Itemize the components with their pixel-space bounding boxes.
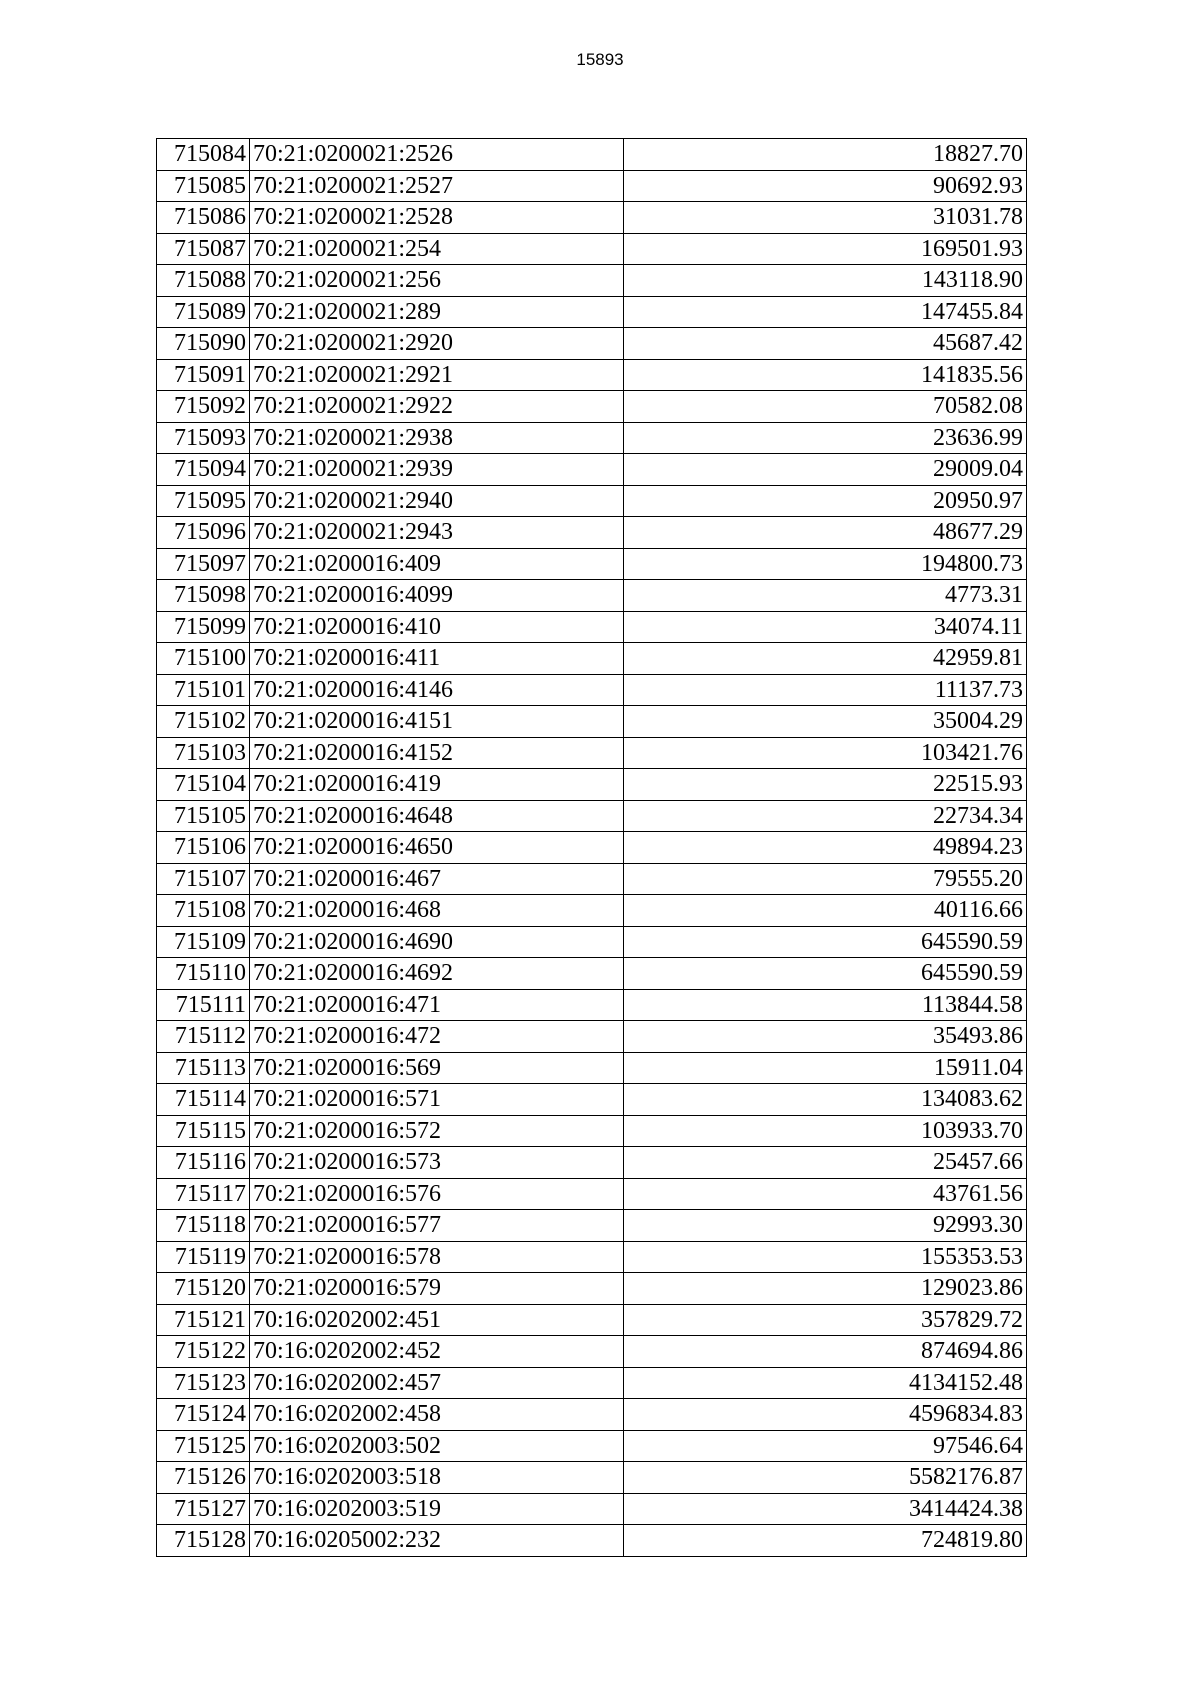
cadastral-number-cell: 70:21:0200021:2939 [250,454,624,486]
row-number-cell: 715091 [157,359,250,391]
row-number-cell: 715128 [157,1525,250,1557]
cadastral-number-cell: 70:21:0200016:576 [250,1178,624,1210]
cadastral-number-cell: 70:21:0200016:579 [250,1273,624,1305]
table-row [157,1493,1027,1525]
table-row [157,1336,1027,1368]
table-row [157,1462,1027,1494]
row-number-cell: 715107 [157,863,250,895]
table-row [157,1525,1027,1557]
table-row [157,989,1027,1021]
cadastral-value-cell: 40116.66 [624,895,1027,927]
cadastral-number-cell: 70:16:0202002:451 [250,1304,624,1336]
table-row [157,1147,1027,1179]
cadastral-value-cell: 141835.56 [624,359,1027,391]
row-number-cell: 715123 [157,1367,250,1399]
table-row [157,1052,1027,1084]
table-row [157,611,1027,643]
cadastral-number-cell: 70:21:0200016:409 [250,548,624,580]
table-body [157,139,1027,1557]
cadastral-number-cell: 70:21:0200016:578 [250,1241,624,1273]
cadastral-value-cell: 5582176.87 [624,1462,1027,1494]
cadastral-number-cell: 70:16:0202002:457 [250,1367,624,1399]
cadastral-number-cell: 70:21:0200021:2526 [250,139,624,171]
table-row [157,800,1027,832]
cadastral-value-cell: 49894.23 [624,832,1027,864]
cadastral-number-cell: 70:21:0200021:2943 [250,517,624,549]
cadastral-value-cell: 20950.97 [624,485,1027,517]
row-number-cell: 715087 [157,233,250,265]
table-row [157,1430,1027,1462]
row-number-cell: 715085 [157,170,250,202]
cadastral-value-cell: 147455.84 [624,296,1027,328]
cadastral-value-cell: 4773.31 [624,580,1027,612]
cadastral-number-cell: 70:16:0202003:519 [250,1493,624,1525]
row-number-cell: 715117 [157,1178,250,1210]
row-number-cell: 715122 [157,1336,250,1368]
row-number-cell: 715097 [157,548,250,580]
row-number-cell: 715092 [157,391,250,423]
table-row [157,485,1027,517]
cadastral-value-cell: 70582.08 [624,391,1027,423]
cadastral-number-cell: 70:21:0200016:471 [250,989,624,1021]
cadastral-value-cell: 43761.56 [624,1178,1027,1210]
cadastral-value-cell: 42959.81 [624,643,1027,675]
cadastral-value-cell: 357829.72 [624,1304,1027,1336]
cadastral-value-cell: 3414424.38 [624,1493,1027,1525]
table-row [157,233,1027,265]
cadastral-value-cell: 25457.66 [624,1147,1027,1179]
cadastral-value-cell: 4596834.83 [624,1399,1027,1431]
cadastral-number-cell: 70:21:0200021:256 [250,265,624,297]
row-number-cell: 715102 [157,706,250,738]
cadastral-value-cell: 90692.93 [624,170,1027,202]
cadastral-number-cell: 70:21:0200016:4648 [250,800,624,832]
cadastral-number-cell: 70:16:0202003:518 [250,1462,624,1494]
cadastral-number-cell: 70:21:0200016:571 [250,1084,624,1116]
row-number-cell: 715108 [157,895,250,927]
cadastral-number-cell: 70:16:0202003:502 [250,1430,624,1462]
cadastral-number-cell: 70:21:0200016:569 [250,1052,624,1084]
table-row [157,895,1027,927]
cadastral-number-cell: 70:21:0200016:4152 [250,737,624,769]
row-number-cell: 715115 [157,1115,250,1147]
row-number-cell: 715118 [157,1210,250,1242]
cadastral-value-cell: 45687.42 [624,328,1027,360]
row-number-cell: 715125 [157,1430,250,1462]
table-row [157,1367,1027,1399]
cadastral-value-cell: 22515.93 [624,769,1027,801]
table-row [157,359,1027,391]
table-row [157,1304,1027,1336]
row-number-cell: 715098 [157,580,250,612]
cadastral-number-cell: 70:21:0200016:468 [250,895,624,927]
cadastral-value-cell: 97546.64 [624,1430,1027,1462]
cadastral-value-cell: 4134152.48 [624,1367,1027,1399]
row-number-cell: 715119 [157,1241,250,1273]
cadastral-value-cell: 874694.86 [624,1336,1027,1368]
table-row [157,296,1027,328]
table-row [157,1399,1027,1431]
row-number-cell: 715126 [157,1462,250,1494]
table-row [157,1021,1027,1053]
cadastral-number-cell: 70:21:0200021:2920 [250,328,624,360]
row-number-cell: 715111 [157,989,250,1021]
cadastral-value-cell: 103933.70 [624,1115,1027,1147]
row-number-cell: 715103 [157,737,250,769]
table-row [157,170,1027,202]
cadastral-value-cell: 155353.53 [624,1241,1027,1273]
page-number: 15893 [576,50,624,69]
cadastral-value-cell: 169501.93 [624,233,1027,265]
cadastral-number-cell: 70:21:0200016:4146 [250,674,624,706]
table-row [157,391,1027,423]
cadastral-number-cell: 70:21:0200016:4650 [250,832,624,864]
cadastral-value-cell: 92993.30 [624,1210,1027,1242]
cadastral-number-cell: 70:21:0200021:2528 [250,202,624,234]
table-row [157,1084,1027,1116]
row-number-cell: 715127 [157,1493,250,1525]
cadastral-value-cell: 34074.11 [624,611,1027,643]
row-number-cell: 715114 [157,1084,250,1116]
cadastral-number-cell: 70:21:0200016:411 [250,643,624,675]
table-row [157,265,1027,297]
row-number-cell: 715120 [157,1273,250,1305]
row-number-cell: 715096 [157,517,250,549]
cadastral-number-cell: 70:21:0200021:289 [250,296,624,328]
table-row [157,769,1027,801]
cadastral-number-cell: 70:21:0200016:4151 [250,706,624,738]
row-number-cell: 715112 [157,1021,250,1053]
cadastral-number-cell: 70:21:0200021:254 [250,233,624,265]
cadastral-number-cell: 70:21:0200016:4692 [250,958,624,990]
table-row [157,328,1027,360]
cadastral-value-cell: 194800.73 [624,548,1027,580]
table-row [157,580,1027,612]
cadastral-number-cell: 70:21:0200016:472 [250,1021,624,1053]
row-number-cell: 715124 [157,1399,250,1431]
cadastral-number-cell: 70:21:0200021:2940 [250,485,624,517]
table-row [157,706,1027,738]
row-number-cell: 715113 [157,1052,250,1084]
row-number-cell: 715105 [157,800,250,832]
cadastral-number-cell: 70:21:0200021:2527 [250,170,624,202]
table-row [157,1210,1027,1242]
cadastral-value-cell: 35004.29 [624,706,1027,738]
cadastral-value-cell: 15911.04 [624,1052,1027,1084]
row-number-cell: 715104 [157,769,250,801]
cadastral-number-cell: 70:21:0200016:410 [250,611,624,643]
cadastral-value-cell: 79555.20 [624,863,1027,895]
cadastral-value-cell: 22734.34 [624,800,1027,832]
row-number-cell: 715088 [157,265,250,297]
table-row [157,832,1027,864]
cadastral-value-cell: 129023.86 [624,1273,1027,1305]
row-number-cell: 715106 [157,832,250,864]
cadastral-value-cell: 645590.59 [624,958,1027,990]
table-row [157,548,1027,580]
table-row [157,674,1027,706]
table-row [157,422,1027,454]
cadastral-value-cell: 645590.59 [624,926,1027,958]
cadastral-number-cell: 70:21:0200016:419 [250,769,624,801]
table-row [157,737,1027,769]
cadastral-number-cell: 70:16:0202002:458 [250,1399,624,1431]
cadastral-value-cell: 103421.76 [624,737,1027,769]
cadastral-value-cell: 35493.86 [624,1021,1027,1053]
table-row [157,1178,1027,1210]
table-row [157,517,1027,549]
row-number-cell: 715095 [157,485,250,517]
row-number-cell: 715093 [157,422,250,454]
cadastral-value-cell: 724819.80 [624,1525,1027,1557]
row-number-cell: 715090 [157,328,250,360]
row-number-cell: 715084 [157,139,250,171]
cadastral-number-cell: 70:21:0200016:467 [250,863,624,895]
row-number-cell: 715094 [157,454,250,486]
cadastral-number-cell: 70:21:0200016:4690 [250,926,624,958]
cadastral-value-cell: 113844.58 [624,989,1027,1021]
cadastral-number-cell: 70:21:0200021:2921 [250,359,624,391]
cadastral-value-cell: 31031.78 [624,202,1027,234]
cadastral-number-cell: 70:21:0200016:572 [250,1115,624,1147]
row-number-cell: 715109 [157,926,250,958]
row-number-cell: 715121 [157,1304,250,1336]
cadastral-value-cell: 134083.62 [624,1084,1027,1116]
cadastral-number-cell: 70:21:0200016:577 [250,1210,624,1242]
table-row [157,958,1027,990]
row-number-cell: 715099 [157,611,250,643]
table-row [157,863,1027,895]
row-number-cell: 715100 [157,643,250,675]
row-number-cell: 715086 [157,202,250,234]
cadastral-number-cell: 70:21:0200016:4099 [250,580,624,612]
table-row [157,454,1027,486]
table-row [157,139,1027,171]
cadastral-value-cell: 29009.04 [624,454,1027,486]
row-number-cell: 715116 [157,1147,250,1179]
cadastral-value-cell: 11137.73 [624,674,1027,706]
table-row [157,926,1027,958]
cadastral-value-table [156,138,1027,1557]
cadastral-number-cell: 70:21:0200016:573 [250,1147,624,1179]
table-row [157,1241,1027,1273]
row-number-cell: 715089 [157,296,250,328]
row-number-cell: 715110 [157,958,250,990]
table-row [157,1273,1027,1305]
cadastral-value-cell: 18827.70 [624,139,1027,171]
cadastral-value-cell: 48677.29 [624,517,1027,549]
cadastral-value-cell: 143118.90 [624,265,1027,297]
table-row [157,643,1027,675]
cadastral-number-cell: 70:21:0200021:2922 [250,391,624,423]
cadastral-number-cell: 70:16:0205002:232 [250,1525,624,1557]
cadastral-number-cell: 70:16:0202002:452 [250,1336,624,1368]
table-row [157,202,1027,234]
cadastral-value-cell: 23636.99 [624,422,1027,454]
cadastral-number-cell: 70:21:0200021:2938 [250,422,624,454]
row-number-cell: 715101 [157,674,250,706]
table-row [157,1115,1027,1147]
